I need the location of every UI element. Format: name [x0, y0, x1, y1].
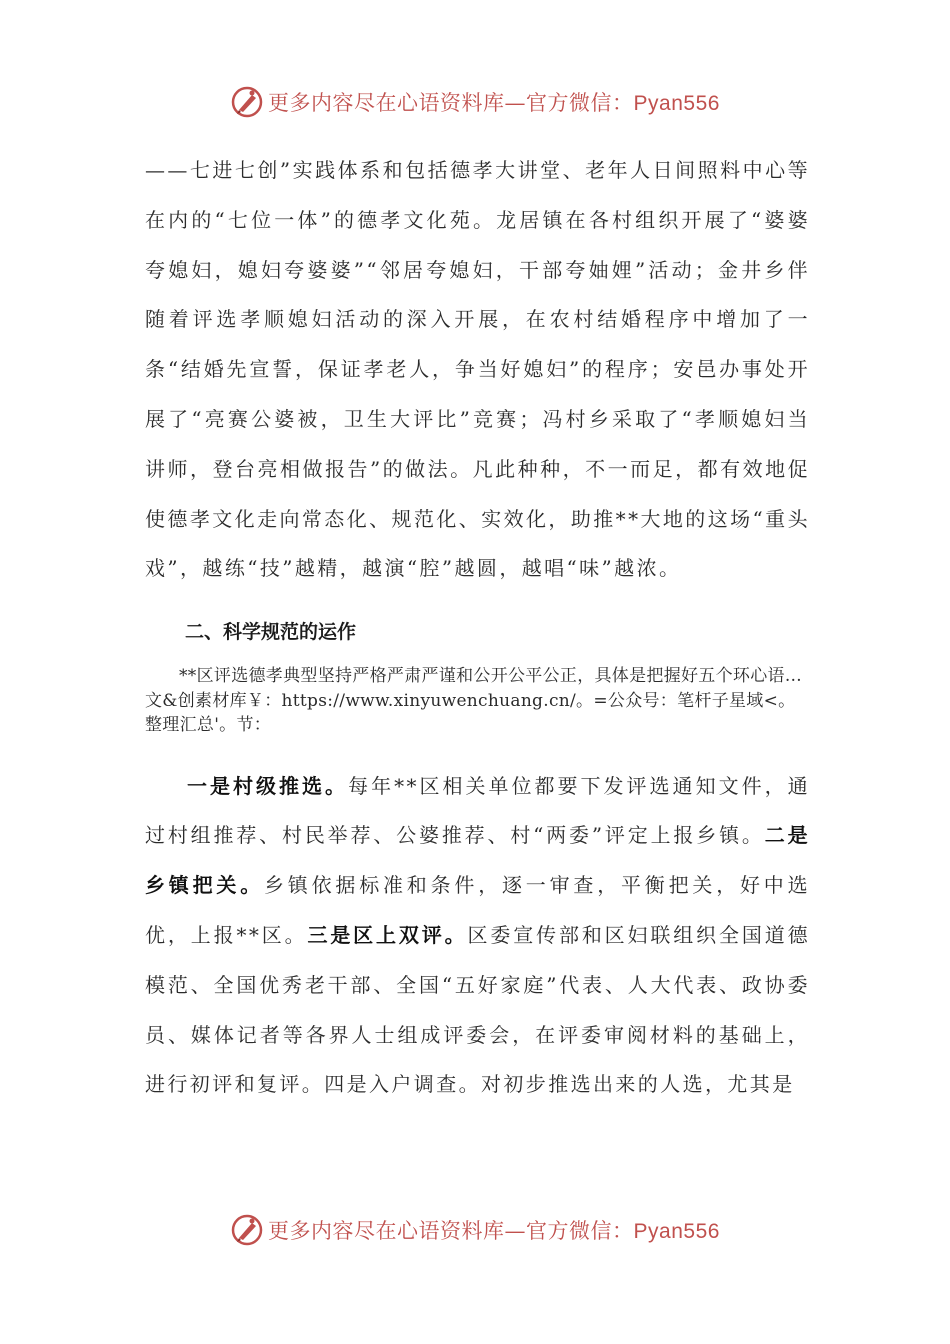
banner-separator: —: [504, 1219, 527, 1243]
banner-wechat: 官方微信：Pyan556: [526, 92, 720, 115]
banner-text: [268, 1215, 720, 1245]
paragraph-steps: [145, 762, 810, 1111]
header-banner: [0, 82, 950, 122]
step-3-title: 三是区上双评。: [307, 923, 468, 948]
step-1-title: 一是村级推选。: [187, 773, 349, 798]
paragraph-continuation: ——七进七创”实践体系和包括德孝大讲堂、老年人日间照料中心等在内的“七位一体”的德孝文化苑。龙居镇在各村组织开展了“婆婆夸媳妇，媳妇夸婆婆”“邻居夸媳妇，干部夸妯娌”活动；金井乡伴随着评选孝顺媳妇活动的深入开展，在农村结婚程序中增加了一条“结婚先宣誓，保证孝老人，争当好媳妇”的程序；安邑办事处开展了“亮赛公婆被，卫生大评比”竞赛；冯村乡采取了“孝顺媳妇当讲师，登台亮相做报告”的做法。凡此种种，不一而足，都有效地促使德孝文化走向常态化、规范化、实效化，助推**大地的这场“重头戏”，越练“技”越精，越演“腔”越圆，越唱“味”越浓。: [145, 158, 810, 581]
banner-separator: —: [504, 91, 527, 115]
paragraph-intro: **区评选德孝典型坚持严格严肃严谨和公开公平公正，具体是把握好五个环心语…文&创素材库￥：https://www.xinyuwenchuang.cn/。=公众号：笔杆子星域<。整理汇总'。节：: [145, 666, 803, 736]
banner-wechat: 官方微信：Pyan556: [526, 1220, 720, 1243]
footer-banner: [0, 1210, 950, 1250]
banner-title: 更多内容尽在心语资料库: [268, 1219, 505, 1243]
pen-logo-icon: [230, 1213, 264, 1247]
step-2-title: 二是乡镇把关。: [145, 823, 810, 898]
banner-title: 更多内容尽在心语资料库: [268, 91, 505, 115]
step-3-text: 区委宣传部和区妇联组织全国道德模范、全国优秀老干部、全国“五好家庭”代表、人大代表、政协委员、媒体记者等各界人士组成评委会，在评委审阅材料的基础上，进行初评和复评。四是入户调查。对初步推选出来的人选，尤其是: [145, 923, 810, 1097]
step-1-text: 每年**区相关单位都要下发评选通知文件，通过村组推荐、村民举荐、公婆推荐、村“两委”评定上报乡镇。: [145, 773, 810, 848]
banner-text: [268, 87, 720, 117]
pen-logo-icon: [230, 85, 264, 119]
document-body: [145, 146, 810, 1110]
section-heading: 二、科学规范的运作: [185, 621, 357, 644]
step-2-text: 乡镇依据标准和条件，逐一审查，平衡把关，好中选优，上报**区。: [145, 873, 810, 948]
